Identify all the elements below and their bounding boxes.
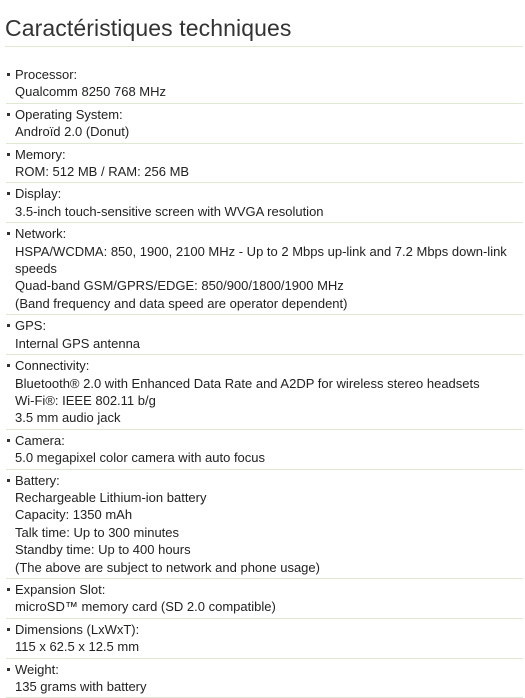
- spec-item-display: [6, 183, 523, 223]
- spec-value: HSPA/WCDMA: 850, 1900, 2100 MHz - Up to 2 Mbps up-link and 7.2 Mbps down-link speeds: [15, 243, 507, 277]
- spec-value: Standby time: Up to 400 hours: [15, 542, 191, 558]
- page-title: Caractéristiques techniques: [5, 15, 292, 41]
- spec-list: [6, 64, 523, 698]
- spec-item-expansion-slot: [6, 579, 523, 619]
- bullet-icon: [7, 153, 10, 156]
- bullet-icon: [7, 192, 10, 195]
- spec-item-processor: [6, 64, 523, 104]
- spec-item-camera: [6, 430, 523, 470]
- spec-value: Talk time: Up to 300 minutes: [15, 524, 180, 540]
- bullet-icon: [7, 73, 10, 76]
- spec-value: 115 x 62.5 x 12.5 mm: [15, 639, 140, 655]
- spec-value: Quad-band GSM/GPRS/EDGE: 850/900/1800/1900 MHz: [15, 278, 344, 294]
- spec-label: Battery:: [15, 472, 60, 488]
- spec-item-connectivity: [6, 355, 523, 430]
- spec-value: 3.5-inch touch-sensitive screen with WVGA resolution: [15, 203, 324, 219]
- spec-value: 135 grams with battery: [15, 679, 147, 694]
- spec-value: microSD™ memory card (SD 2.0 compatible): [15, 599, 276, 615]
- spec-item-dimensions: [6, 619, 523, 659]
- spec-value: Androïd 2.0 (Donut): [15, 124, 130, 140]
- spec-item-memory: [6, 144, 523, 184]
- bullet-icon: [7, 479, 10, 482]
- spec-label: Operating System:: [15, 106, 123, 122]
- spec-value: Internal GPS antenna: [15, 335, 141, 351]
- spec-label: Memory:: [15, 146, 66, 162]
- spec-label: Processor:: [15, 67, 78, 82]
- bullet-icon: [7, 588, 10, 591]
- bullet-icon: [7, 113, 10, 116]
- spec-label: Connectivity:: [15, 358, 90, 374]
- bullet-icon: [7, 628, 10, 631]
- spec-label: Display:: [15, 186, 62, 202]
- spec-item-weight: [6, 659, 523, 698]
- spec-value: Qualcomm 8250 768 MHz: [15, 84, 167, 100]
- spec-label: Weight:: [15, 661, 59, 677]
- spec-value: Wi-Fi®: IEEE 802.11 b/g: [15, 392, 156, 408]
- spec-value: Capacity: 1350 mAh: [15, 507, 133, 523]
- bullet-icon: [7, 364, 10, 367]
- spec-label: Camera:: [15, 432, 65, 448]
- bullet-icon: [7, 439, 10, 442]
- bullet-icon: [7, 668, 10, 671]
- spec-label: Dimensions (LxWxT):: [15, 621, 140, 637]
- spec-value: 5.0 megapixel color camera with auto focus: [15, 450, 266, 466]
- title-section: [5, 14, 523, 47]
- spec-value: (The above are subject to network and phone usage): [15, 559, 320, 575]
- spec-value: Bluetooth® 2.0 with Enhanced Data Rate and A2DP for wireless stereo headsets: [15, 375, 480, 391]
- spec-value: ROM: 512 MB / RAM: 256 MB: [15, 164, 190, 180]
- spec-value: (Band frequency and data speed are operator dependent): [15, 295, 348, 311]
- spec-label: Expansion Slot:: [15, 581, 106, 597]
- spec-label: GPS:: [15, 318, 47, 334]
- spec-value: Rechargeable Lithium-ion battery: [15, 489, 207, 505]
- spec-value: 3.5 mm audio jack: [15, 410, 121, 426]
- bullet-icon: [7, 232, 10, 235]
- spec-item-operating-system: [6, 104, 523, 144]
- spec-item-network: [6, 223, 523, 315]
- spec-label: Network:: [15, 226, 67, 242]
- spec-item-battery: [6, 470, 523, 579]
- spec-item-gps: [6, 315, 523, 355]
- bullet-icon: [7, 324, 10, 327]
